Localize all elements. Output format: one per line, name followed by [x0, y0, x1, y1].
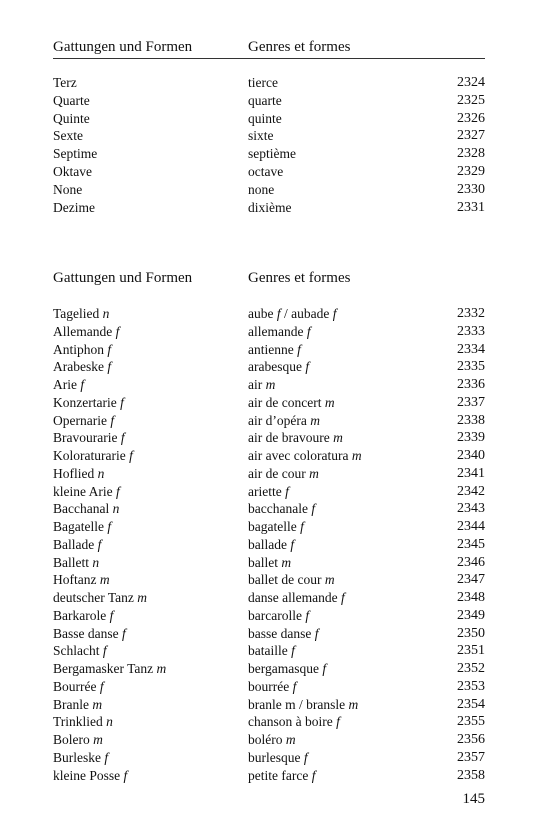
entry-number: 2339: [457, 430, 485, 446]
gender-marker: m: [281, 554, 292, 570]
section-2-table: [53, 305, 485, 784]
gender-marker: n: [92, 554, 100, 570]
german-term: [53, 713, 113, 731]
term-text: ballet: [248, 554, 282, 570]
term-text: bourrée: [248, 678, 293, 694]
gender-marker: f: [305, 607, 310, 623]
term-text: kleine Arie: [53, 483, 116, 499]
gender-marker: f: [292, 678, 297, 694]
gender-marker: m: [265, 377, 276, 392]
gender-marker: m: [310, 412, 320, 428]
german-term: [53, 341, 111, 359]
term-text: basse danse: [248, 625, 315, 641]
french-term: [248, 412, 320, 430]
french-term: [248, 767, 315, 785]
entry-number: 2346: [457, 554, 485, 570]
term-text: ballade: [248, 536, 291, 552]
german-term: [53, 500, 119, 518]
german-term: [53, 554, 99, 572]
german-term: Quinte: [53, 110, 90, 126]
term-row: [53, 642, 485, 660]
term-text: Basse danse: [53, 625, 122, 641]
term-text: Ballade: [53, 536, 98, 552]
term-row: [53, 660, 485, 678]
term-text: bacchanale: [248, 501, 312, 517]
term-text: barcarolle: [248, 607, 306, 623]
french-term: [248, 554, 291, 572]
gender-marker: f: [110, 412, 115, 428]
term-text: Bourrée: [53, 678, 100, 694]
term-text: Bacchanal: [53, 501, 113, 517]
german-term: [53, 642, 107, 660]
term-text: Trinklied: [53, 714, 107, 730]
gender-marker: m: [309, 465, 319, 481]
term-text: Allemande: [53, 323, 116, 339]
gender-marker: f: [290, 536, 295, 552]
entry-number: 2348: [457, 590, 485, 605]
gender-marker: f: [314, 625, 319, 641]
french-term: [248, 589, 345, 607]
gender-marker: m: [348, 696, 359, 712]
term-text: Bagatelle: [53, 519, 108, 534]
term-text: Opernarie: [53, 412, 111, 428]
term-text: Branle: [53, 696, 93, 712]
gender-marker: m: [324, 572, 335, 588]
term-text: Koloraturarie: [53, 448, 130, 463]
term-text: Konzertarie: [53, 394, 121, 410]
german-term: [53, 447, 133, 465]
entry-number: 2328: [457, 146, 485, 162]
entry-number: 2340: [457, 448, 485, 463]
gender-marker: f: [109, 607, 114, 623]
gender-marker: f: [276, 306, 281, 321]
header-french: Genres et formes: [248, 39, 351, 55]
term-text: antienne: [248, 341, 298, 357]
term-row: [53, 110, 485, 128]
term-row: [53, 376, 485, 394]
german-term: [53, 358, 111, 376]
term-text: allemande: [248, 323, 307, 339]
term-text: burlesque: [248, 749, 304, 765]
french-term: [248, 305, 337, 323]
german-term: [53, 589, 147, 607]
german-term: [53, 571, 110, 589]
entry-number: 2347: [457, 572, 485, 588]
term-text: petite farce: [248, 767, 312, 783]
french-term: [248, 713, 340, 731]
term-row: [53, 554, 485, 572]
header-french: Genres et formes: [248, 270, 351, 286]
gender-marker: f: [102, 643, 107, 659]
term-row: [53, 145, 485, 163]
french-term: [248, 607, 309, 625]
section-2-header: [53, 269, 485, 289]
german-term: [53, 429, 125, 447]
term-text: Schlacht: [53, 643, 103, 659]
term-text: / aubade: [280, 306, 333, 321]
entry-number: 2336: [457, 377, 485, 392]
french-term: [248, 376, 275, 394]
term-row: [53, 589, 485, 607]
term-row: [53, 305, 485, 323]
term-row: [53, 181, 485, 199]
term-text: Bolero: [53, 732, 94, 747]
term-text: air de concert: [248, 394, 325, 410]
french-term: [248, 749, 308, 767]
gender-marker: f: [311, 767, 316, 783]
entry-number: 2353: [457, 678, 485, 694]
french-term: septième: [248, 146, 296, 162]
term-row: [53, 358, 485, 376]
entry-number: 2358: [457, 767, 485, 783]
gender-marker: f: [120, 394, 124, 410]
term-row: [53, 536, 485, 554]
french-term: [248, 500, 315, 518]
term-row: [53, 323, 485, 341]
french-term: [248, 447, 362, 465]
german-term: Quarte: [53, 92, 90, 108]
french-term: quarte: [248, 92, 282, 108]
german-term: [53, 625, 126, 643]
entry-number: 2354: [457, 696, 485, 712]
term-text: Ballett: [53, 554, 93, 570]
gender-marker: f: [120, 430, 125, 446]
term-text: bergamasque: [248, 661, 323, 676]
entry-number: 2337: [457, 394, 485, 410]
french-term: [248, 358, 309, 376]
term-row: [53, 571, 485, 589]
term-text: bataille: [248, 643, 292, 659]
entry-number: 2351: [457, 643, 485, 659]
gender-marker: f: [322, 661, 327, 676]
gender-marker: m: [93, 732, 103, 747]
french-term: [248, 465, 319, 483]
term-text: Barkarole: [53, 607, 110, 623]
gender-marker: m: [333, 430, 343, 446]
entry-number: 2343: [457, 501, 485, 517]
entry-number: 2345: [457, 536, 485, 552]
term-row: [53, 127, 485, 145]
term-text: ariette: [248, 483, 286, 499]
german-term: Septime: [53, 146, 98, 162]
german-term: [53, 731, 103, 749]
term-row: [53, 678, 485, 696]
entry-number: 2350: [457, 625, 485, 641]
gender-marker: f: [80, 377, 85, 392]
term-text: branle m / bransle: [248, 696, 349, 712]
gender-marker: f: [300, 519, 304, 534]
gender-marker: m: [92, 696, 103, 712]
french-term: [248, 518, 304, 536]
french-term: [248, 678, 296, 696]
gender-marker: f: [129, 448, 133, 463]
gender-marker: m: [99, 572, 110, 588]
gender-marker: f: [123, 767, 128, 783]
header-german: Gattungen und Formen: [53, 270, 193, 286]
term-text: air de cour: [248, 465, 310, 481]
gender-marker: n: [102, 306, 110, 321]
term-text: air de bravoure: [248, 430, 334, 446]
gender-marker: m: [137, 590, 148, 605]
german-term: [53, 376, 84, 394]
term-text: Hoftanz: [53, 572, 100, 588]
german-term: [53, 607, 113, 625]
gender-marker: m: [324, 394, 335, 410]
gender-marker: f: [99, 678, 104, 694]
french-term: [248, 731, 296, 749]
term-row: [53, 92, 485, 110]
term-row: [53, 447, 485, 465]
gender-marker: f: [107, 519, 112, 534]
gender-marker: f: [107, 359, 112, 375]
entry-number: 2324: [457, 75, 485, 90]
french-term: octave: [248, 163, 284, 179]
term-text: Antiphon: [53, 341, 108, 357]
gender-marker: m: [156, 661, 167, 676]
german-term: [53, 749, 108, 767]
gender-marker: f: [104, 749, 109, 765]
gender-marker: f: [305, 359, 310, 375]
german-term: [53, 305, 109, 323]
term-text: deutscher Tanz: [53, 590, 138, 605]
french-term: tierce: [248, 75, 278, 90]
term-text: Arabeske: [53, 359, 108, 375]
entry-number: 2341: [457, 465, 485, 481]
gender-marker: f: [340, 590, 345, 605]
entry-number: 2330: [457, 181, 485, 197]
french-term: [248, 660, 326, 678]
term-row: [53, 500, 485, 518]
term-text: arabesque: [248, 359, 306, 375]
german-term: Sexte: [53, 128, 83, 144]
term-row: [53, 696, 485, 714]
entry-number: 2325: [457, 92, 485, 108]
section-1-header: [53, 38, 485, 59]
term-row: [53, 483, 485, 501]
french-term: [248, 571, 335, 589]
term-row: [53, 465, 485, 483]
gender-marker: f: [115, 323, 120, 339]
french-term: [248, 483, 289, 501]
term-row: [53, 199, 485, 217]
german-term: [53, 536, 101, 554]
german-term: [53, 767, 127, 785]
german-term: [53, 660, 166, 678]
entry-number: 2355: [457, 714, 485, 730]
term-row: [53, 412, 485, 430]
gender-marker: m: [351, 448, 362, 463]
term-text: ballet de cour: [248, 572, 325, 588]
term-row: [53, 518, 485, 536]
section-1-table: [53, 74, 485, 216]
gender-marker: n: [97, 465, 105, 481]
gender-marker: n: [112, 501, 120, 517]
french-term: [248, 696, 358, 714]
term-row: [53, 429, 485, 447]
term-text: air avec coloratura: [248, 448, 352, 463]
german-term: None: [53, 181, 83, 197]
header-german: Gattungen und Formen: [53, 39, 193, 55]
gender-marker: f: [285, 483, 289, 499]
german-term: Terz: [53, 75, 77, 90]
gender-marker: f: [97, 536, 102, 552]
term-row: [53, 625, 485, 643]
gender-marker: f: [291, 643, 295, 659]
german-term: [53, 412, 114, 430]
german-term: Dezime: [53, 199, 95, 215]
entry-number: 2334: [457, 341, 485, 357]
term-row: [53, 341, 485, 359]
french-term: none: [248, 181, 275, 197]
term-text: chanson à boire: [248, 714, 337, 730]
term-text: boléro: [248, 732, 286, 747]
entry-number: 2356: [457, 732, 485, 747]
german-term: [53, 394, 124, 412]
french-term: [248, 323, 311, 341]
french-term: dixième: [248, 199, 292, 215]
german-term: [53, 483, 120, 501]
gender-marker: f: [297, 341, 301, 357]
entry-number: 2326: [457, 110, 485, 126]
term-text: Tagelied: [53, 306, 103, 321]
gender-marker: f: [115, 483, 120, 499]
term-row: [53, 394, 485, 412]
entry-number: 2335: [457, 359, 485, 375]
french-term: [248, 625, 319, 643]
french-term: [248, 429, 343, 447]
term-text: danse allemande: [248, 590, 341, 605]
gender-marker: f: [306, 323, 311, 339]
entry-number: 2329: [457, 163, 485, 179]
french-term: quinte: [248, 110, 282, 126]
term-text: Arie: [53, 377, 81, 392]
term-text: Bravourarie: [53, 430, 121, 446]
entry-number: 2342: [457, 483, 485, 499]
term-row: [53, 731, 485, 749]
term-text: kleine Posse: [53, 767, 124, 783]
term-text: air d’opéra: [248, 412, 311, 428]
term-text: air: [248, 377, 266, 392]
french-term: [248, 341, 301, 359]
entry-number: 2332: [457, 306, 485, 321]
german-term: Oktave: [53, 163, 92, 179]
german-term: [53, 518, 111, 536]
entry-number: 2327: [457, 128, 485, 144]
term-text: Hoflied: [53, 465, 98, 481]
term-row: [53, 163, 485, 181]
entry-number: 2352: [457, 661, 485, 676]
gender-marker: f: [107, 341, 112, 357]
term-text: bagatelle: [248, 519, 301, 534]
entry-number: 2333: [457, 323, 485, 339]
french-term: [248, 536, 294, 554]
german-term: [53, 465, 104, 483]
gender-marker: f: [332, 306, 337, 321]
entry-number: 2344: [457, 519, 485, 534]
term-row: [53, 74, 485, 92]
term-row: [53, 767, 485, 785]
term-row: [53, 607, 485, 625]
page-number: 145: [462, 791, 485, 807]
entry-number: 2331: [457, 199, 485, 215]
term-text: Burleske: [53, 749, 105, 765]
german-term: [53, 678, 104, 696]
term-text: aube: [248, 306, 277, 321]
french-term: sixte: [248, 128, 274, 144]
gender-marker: f: [121, 625, 126, 641]
german-term: [53, 696, 102, 714]
term-row: [53, 713, 485, 731]
entry-number: 2338: [457, 412, 485, 428]
entry-number: 2349: [457, 607, 485, 623]
french-term: [248, 394, 335, 412]
gender-marker: n: [106, 714, 113, 730]
gender-marker: m: [285, 732, 296, 747]
german-term: [53, 323, 119, 341]
entry-number: 2357: [457, 749, 485, 765]
term-text: Bergamasker Tanz: [53, 661, 157, 676]
gender-marker: f: [311, 501, 316, 517]
gender-marker: f: [303, 749, 308, 765]
gender-marker: f: [336, 714, 340, 730]
term-row: [53, 749, 485, 767]
french-term: [248, 642, 295, 660]
